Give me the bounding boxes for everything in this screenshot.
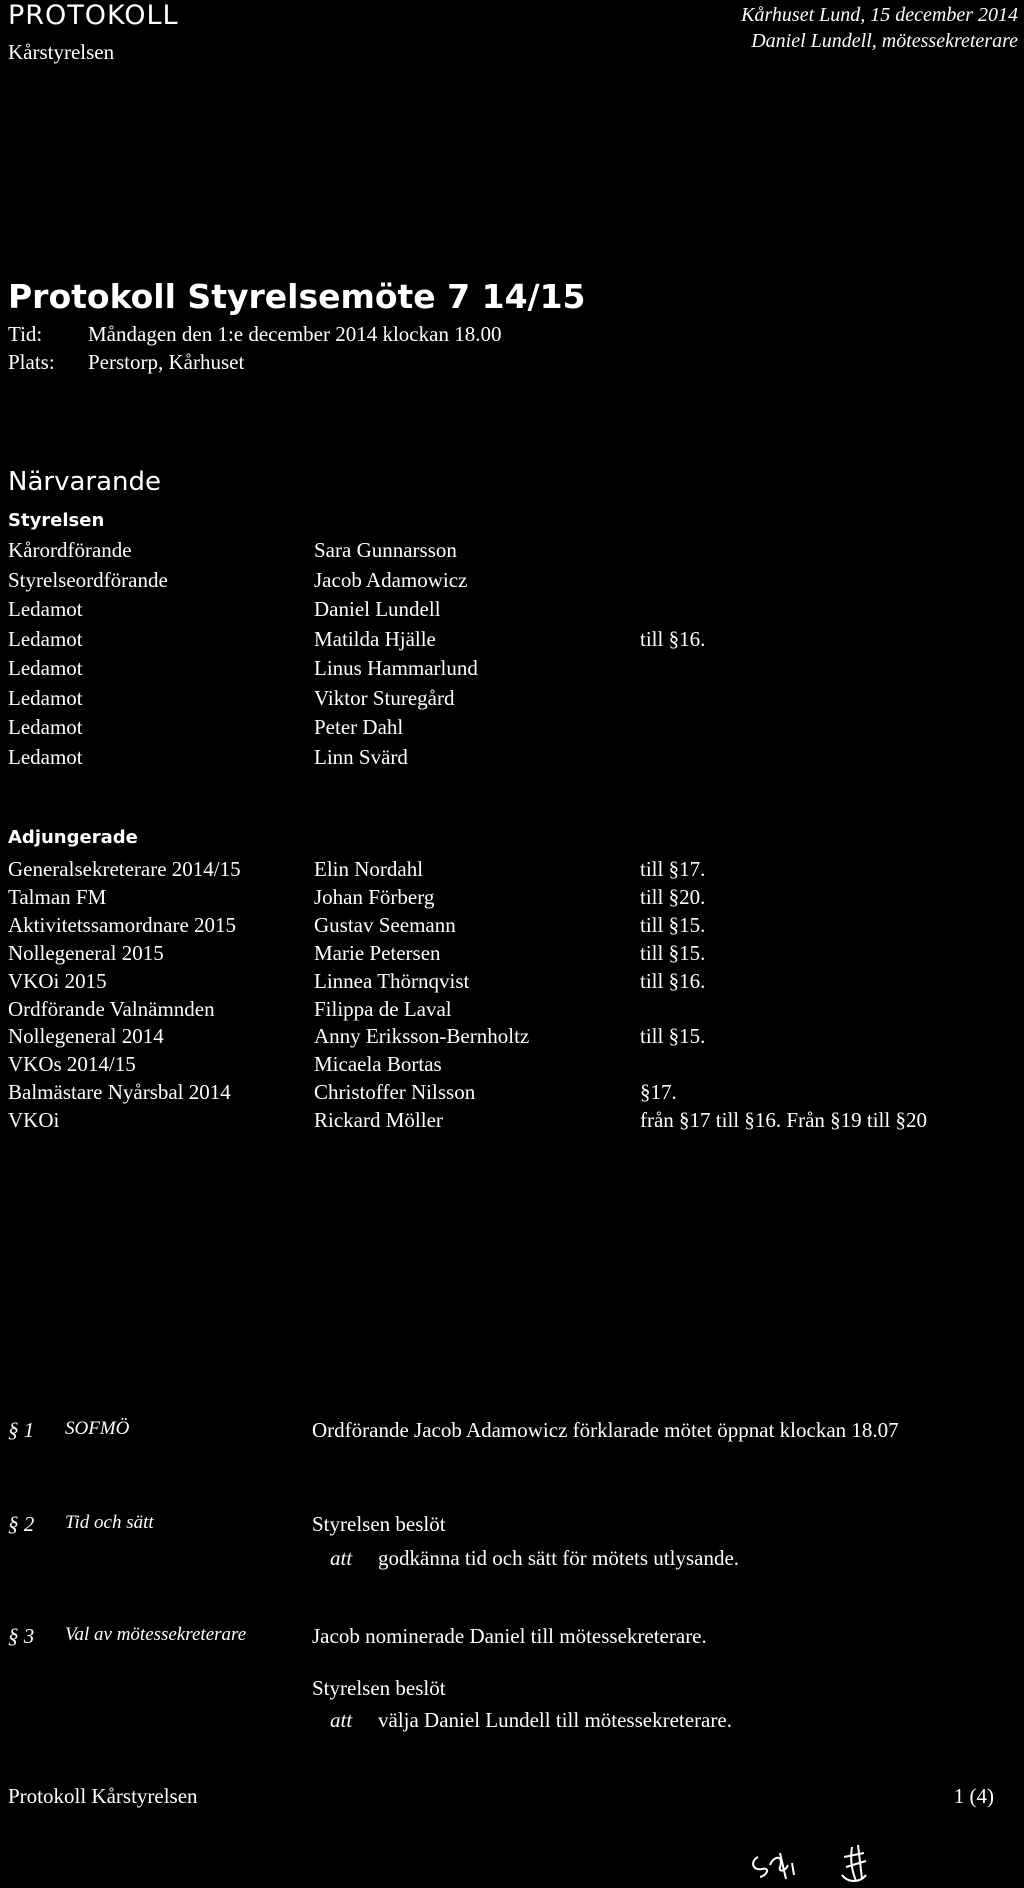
attendee-name: Christoffer Nilsson (314, 1080, 476, 1105)
attendee-name: Daniel Lundell (314, 597, 441, 621)
attendee-role: Ledamot (8, 626, 83, 651)
attendee-name: Peter Dahl (314, 715, 404, 739)
meeting-place-row (8, 350, 244, 375)
attendee-note: till §20. (640, 884, 706, 909)
attendee-role: Kårordförande (8, 538, 132, 562)
attendee-role: Ledamot (8, 597, 83, 621)
attendee-name: Anny Eriksson-Bernholtz (314, 1024, 530, 1049)
attendance-row (0, 1024, 1024, 1054)
attendee-name: Rickard Möller (314, 1108, 443, 1133)
organization-name: Kårstyrelsen (8, 40, 115, 64)
attendee-note: till §15. (640, 940, 706, 965)
attendance-row (0, 686, 1024, 716)
place-value: Perstorp, Kårhuset (88, 350, 245, 374)
attendance-row (0, 1080, 1024, 1110)
attendance-row (0, 1108, 1024, 1138)
attendee-name: Linnea Thörnqvist (314, 968, 470, 993)
attendee-role: Aktivitetssamordnare 2015 (8, 912, 237, 937)
paragraph-number: § 3 (8, 1624, 35, 1648)
attendance-row (0, 885, 1024, 915)
attendance-row (0, 597, 1024, 627)
attendance-row (0, 941, 1024, 971)
decision-intro: Styrelsen beslöt (312, 1676, 446, 1700)
attendee-role: Generalsekreterare 2014/15 (8, 857, 241, 881)
footer-document-name: Protokoll Kårstyrelsen (8, 1784, 198, 1808)
secretary-line: Daniel Lundell, mötessekreterare (751, 30, 1018, 52)
attendee-role: Ledamot (8, 744, 83, 769)
attendance-heading: Närvarande (8, 467, 161, 497)
attendance-row (0, 715, 1024, 745)
place-date-line: Kårhuset Lund, 15 december 2014 (741, 4, 1018, 26)
place-label: Plats: (8, 350, 55, 374)
attendee-role: VKOi 2015 (8, 968, 107, 993)
decision-text: godkänna tid och sätt för mötets utlysande. (378, 1546, 740, 1570)
paragraph-text: Styrelsen beslöt (312, 1512, 446, 1536)
attendance-row (0, 656, 1024, 686)
attendee-role: Balmästare Nyårsbal 2014 (8, 1080, 231, 1105)
paragraph-title: SOFMÖ (65, 1418, 130, 1439)
attendee-note: till §15. (640, 1024, 706, 1049)
paragraph-number: § 1 (8, 1418, 35, 1442)
attendee-role: VKOi (8, 1108, 60, 1133)
attendee-role: VKOs 2014/15 (8, 1052, 136, 1077)
attendance-row (0, 745, 1024, 775)
adjunct-heading: Adjungerade (8, 827, 138, 848)
attendance-row (0, 1052, 1024, 1082)
meeting-title: Protokoll Styrelsemöte 7 14/15 (8, 277, 586, 316)
attendee-role: Ledamot (8, 685, 83, 710)
paragraph-title: Val av mötessekreterare (65, 1624, 247, 1645)
attendance-row (0, 627, 1024, 657)
decision-text: välja Daniel Lundell till mötessekreterare. (378, 1708, 732, 1732)
decision-line (330, 1708, 732, 1733)
paragraph-text: Jacob nominerade Daniel till mötessekreterare. (312, 1624, 707, 1648)
attendee-role: Ledamot (8, 656, 83, 680)
attendee-role: Talman FM (8, 884, 107, 909)
time-label: Tid: (8, 322, 43, 346)
signature-initials-icon (740, 1835, 910, 1885)
attendee-role: Ordförande Valnämnden (8, 996, 215, 1021)
document-type-heading: PROTOKOLL (8, 0, 179, 31)
attendee-role: Nollegeneral 2015 (8, 940, 164, 965)
paragraph-text: Ordförande Jacob Adamowicz förklarade mötet öppnat klockan 18.07 (312, 1418, 899, 1442)
attendee-name: Micaela Bortas (314, 1052, 442, 1077)
attendance-row (0, 997, 1024, 1027)
attendee-name: Jacob Adamowicz (314, 567, 468, 592)
attendee-role: Nollegeneral 2014 (8, 1024, 164, 1049)
attendee-name: Filippa de Laval (314, 996, 452, 1021)
attendance-row (0, 913, 1024, 943)
time-value: Måndagen den 1:e december 2014 klockan 18.00 (88, 322, 502, 346)
page-number: 1 (4) (953, 1784, 994, 1808)
attendance-row (0, 969, 1024, 999)
attendance-row (0, 857, 1024, 887)
attendee-note: till §16. (640, 626, 706, 651)
attendee-role: Styrelseordförande (8, 567, 168, 592)
attendance-row (0, 538, 1024, 568)
attendee-note: till §15. (640, 912, 706, 937)
attendee-note: från §17 till §16. Från §19 till §20 (640, 1108, 927, 1133)
att-word: att (330, 1546, 353, 1570)
paragraph-title: Tid och sätt (65, 1512, 154, 1533)
attendee-role: Ledamot (8, 715, 83, 739)
attendee-name: Elin Nordahl (314, 857, 424, 881)
attendee-name: Marie Petersen (314, 940, 441, 965)
board-heading: Styrelsen (8, 510, 105, 531)
paragraph-number: § 2 (8, 1512, 35, 1536)
meeting-time-row (8, 322, 501, 347)
attendee-name: Johan Förberg (314, 884, 435, 909)
attendee-name: Gustav Seemann (314, 912, 456, 937)
attendee-note: till §16. (640, 968, 706, 993)
attendance-row (0, 568, 1024, 598)
attendee-note: §17. (640, 1080, 677, 1105)
attendee-note: till §17. (640, 857, 706, 881)
att-word: att (330, 1708, 353, 1732)
attendee-name: Linus Hammarlund (314, 656, 478, 680)
attendee-name: Viktor Sturegård (314, 685, 455, 710)
decision-line (330, 1546, 739, 1571)
attendee-name: Linn Svärd (314, 744, 408, 769)
attendee-name: Sara Gunnarsson (314, 538, 457, 562)
attendee-name: Matilda Hjälle (314, 626, 436, 651)
